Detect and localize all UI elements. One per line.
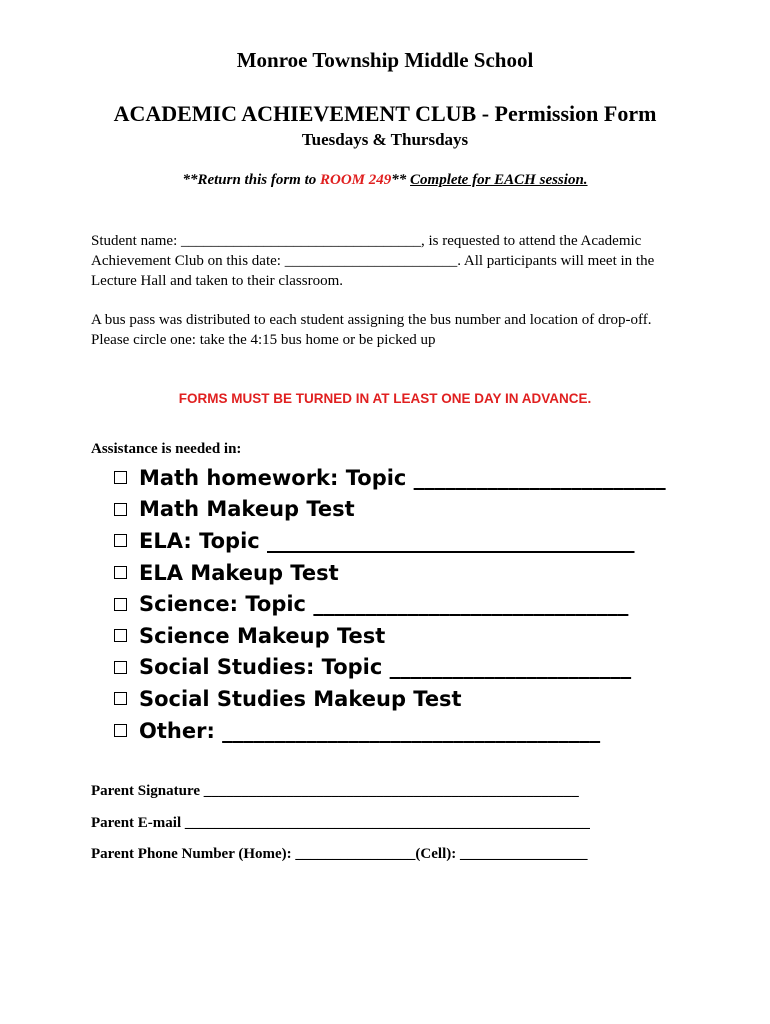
checkbox[interactable] [114,661,127,674]
assistance-checklist [112,462,666,746]
check-item-science-makeup [112,620,666,652]
student-info-paragraph: Student name: ________________________________, is requested to attend the Academic Achievement Club on this date: _______________________. All participants will meet in the Lecture Hall and taken to their classroom. [91,233,655,289]
checkbox[interactable] [114,692,127,705]
check-item-label: Other: ____________________________________ [139,718,601,743]
check-item-other [112,715,666,747]
check-item-label: Social Studies Makeup Test [139,686,462,711]
bus-pass-paragraph: A bus pass was distributed to each student assigning the bus number and location of drop-off. Please circle one: take the 4:15 bus home or be picked up [91,312,652,348]
checkbox[interactable] [114,566,127,579]
checkbox[interactable] [114,598,127,611]
checkbox[interactable] [114,724,127,737]
check-item-social-studies-makeup [112,683,666,715]
check-item-label: Math homework: Topic ________________________ [139,465,666,490]
room-number: ROOM 249 [320,172,392,188]
parent-phone-line[interactable]: Parent Phone Number (Home): ________________(Cell): _________________ [91,846,588,862]
check-item-ela-makeup [112,557,666,589]
assistance-label: Assistance is needed in: [91,441,242,457]
check-item-label: Science: Topic ______________________________ [139,592,629,617]
school-name: Monroe Township Middle School [236,48,534,72]
check-item-science-topic [112,588,666,620]
complete-note: Complete for EACH session. [410,172,588,188]
return-instructions [0,172,770,189]
check-item-math-makeup [112,494,666,526]
schedule-subtitle: Tuesdays & Thursdays [301,130,469,149]
checkbox[interactable] [114,471,127,484]
check-item-label: ELA Makeup Test [139,560,339,585]
parent-signature-line[interactable]: Parent Signature __________________________________________________ [91,783,579,799]
check-item-math-homework [112,462,666,494]
check-item-ela-topic [112,525,666,557]
return-prefix: **Return this form to [182,172,320,188]
checkbox[interactable] [114,534,127,547]
check-item-label: ELA: Topic ___________________________________ [139,528,635,553]
check-item-label: Social Studies: Topic _______________________ [139,655,632,680]
check-item-social-studies-topic [112,652,666,684]
return-suffix: ** [391,172,411,188]
checkbox[interactable] [114,629,127,642]
checkbox[interactable] [114,503,127,516]
advance-warning: FORMS MUST BE TURNED IN AT LEAST ONE DAY IN ADVANCE. [178,391,592,406]
check-item-label: Math Makeup Test [139,497,355,522]
parent-email-line[interactable]: Parent E-mail ______________________________________________________ [91,815,590,831]
form-title: ACADEMIC ACHIEVEMENT CLUB - Permission Form [113,101,657,126]
check-item-label: Science Makeup Test [139,623,386,648]
